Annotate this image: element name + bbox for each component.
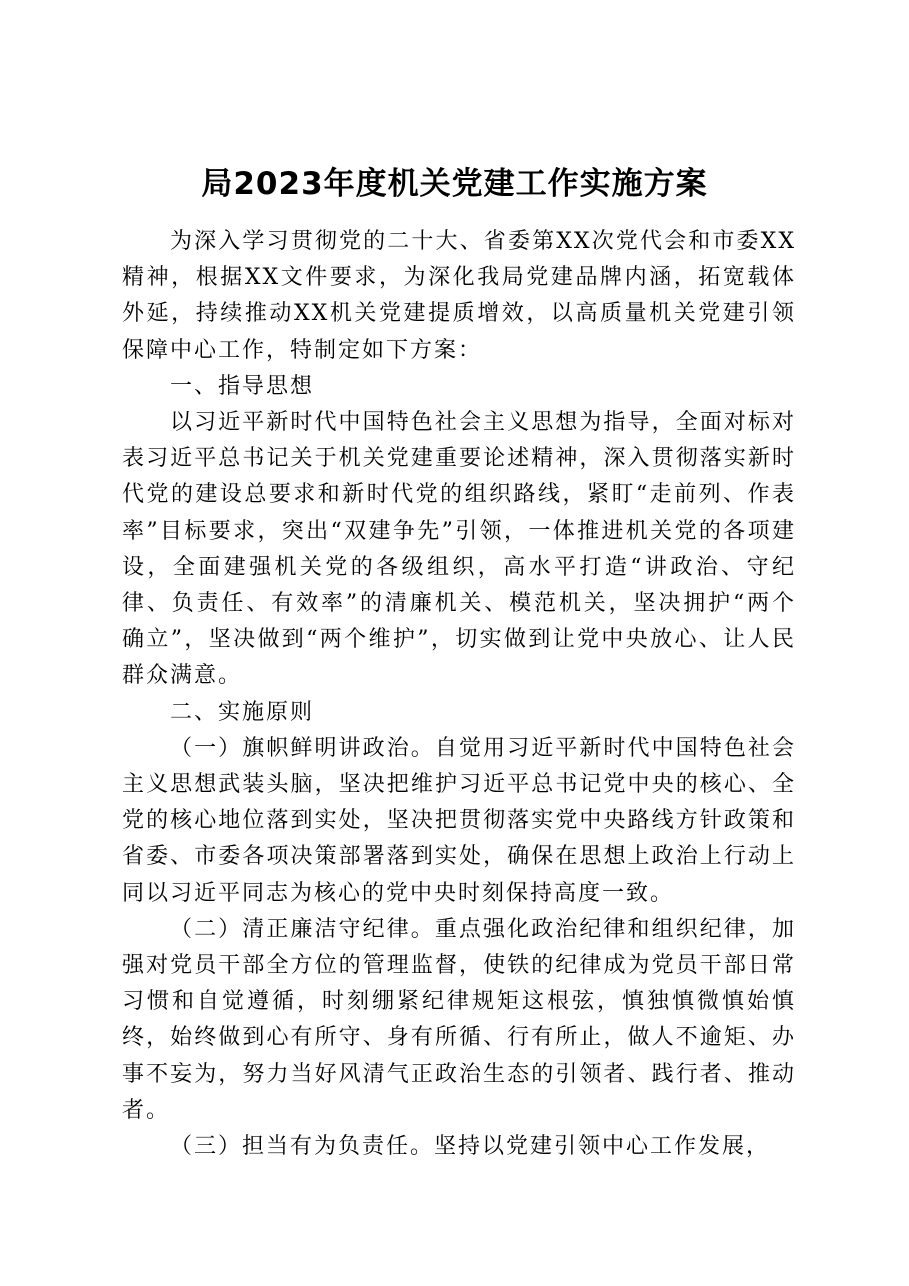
principle-paragraph-3: （三）担当有为负责任。坚持以党建引领中心工作发展， — [170, 1134, 771, 1160]
intro-paragraph: 为深入学习贯彻党的二十大、省委第XX次党代会和市委XX精神，根据XX文件要求，为深化我局党建品牌内涵，拓宽载体外延，持续推动XX机关党建提质增效，以高质量机关党建引领保障中心工作，特制定如下方案： — [122, 229, 796, 363]
document-body — [122, 224, 796, 1165]
document-title: 局2023年度机关党建工作实施方案 — [201, 166, 708, 202]
section-heading-principles: 二、实施原则 — [170, 699, 315, 725]
guiding-ideology-paragraph: 以习近平新时代中国特色社会主义思想为指导，全面对标对表习近平总书记关于机关党建重要论述精神，深入贯彻落实新时代党的建设总要求和新时代党的组织路线，紧盯“走前列、作表率”目标要求，突出“双建争先”引领，一体推进机关党的各项建设，全面建强机关党的各级组织，高水平打造“讲政治、守纪律、负责任、有效率”的清廉机关、模范机关，坚决拥护“两个确立”，坚决做到“两个维护”，切实做到让党中央放心、让人民群众满意。 — [122, 410, 796, 689]
principle-paragraph-1: （一）旗帜鲜明讲政治。自觉用习近平新时代中国特色社会主义思想武装头脑，坚决把维护习近平总书记党中央的核心、全党的核心地位落到实处，坚决把贯彻落实党中央路线方针政策和省委、市委各项决策部署落到实处，确保在思想上政治上行动上同以习近平同志为核心的党中央时刻保持高度一致。 — [122, 735, 796, 906]
principle-paragraph-2: （二）清正廉洁守纪律。重点强化政治纪律和组织纪律，加强对党员干部全方位的管理监督，使铁的纪律成为党员干部日常习惯和自觉遵循，时刻绷紧纪律规矩这根弦，慎独慎微慎始慎终，始终做到心有所守、身有所循、行有所止，做人不逾矩、办事不妄为，努力当好风清气正政治生态的引领者、践行者、推动者。 — [122, 916, 796, 1123]
section-heading-guiding-ideology: 一、指导思想 — [170, 373, 315, 399]
